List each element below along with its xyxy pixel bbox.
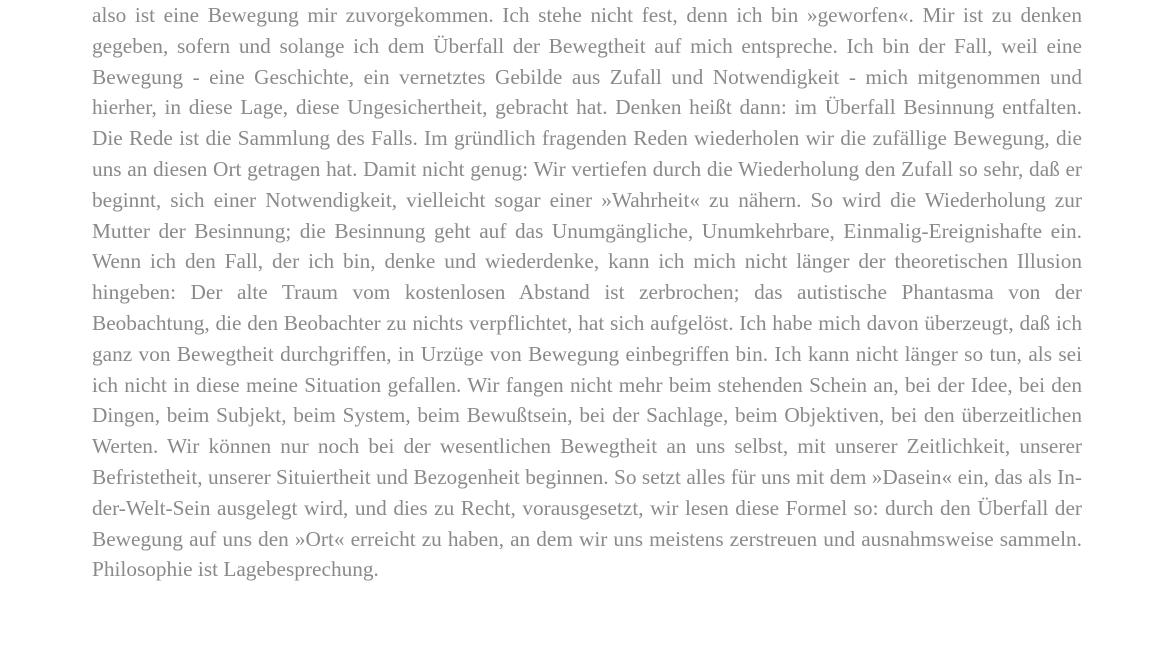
body-paragraph: also ist eine Bewegung mir zuvorgekommen. Ich stehe nicht fest, denn ich bin »geworfen«. Mir ist zu denken gegeben, sofern und solange ich dem Überfall der Bewegtheit auf mich entspreche. Ich bin der Fall, weil eine Bewegung - eine Geschichte, ein vernetztes Gebilde aus Zufall und Notwendigkeit - mich mitgenommen und hierher, in diese Lage, diese Ungesichertheit, gebracht hat. Denken heißt dann: im Überfall Besinnung entfalten. Die Rede ist die Sammlung des Falls. Im gründlich fragenden Reden wiederholen wir die zufällige Bewegung, die uns an diesen Ort getragen hat. Damit nicht genug: Wir vertiefen durch die Wiederholung den Zufall so sehr, daß er beginnt, sich einer Notwendigkeit, vielleicht sogar einer »Wahrheit« zu nähern. So wird die Wiederholung zur Mutter der Besinnung; die Besinnung geht auf das Unumgängliche, Unumkehrbare, Einmalig-Ereignishafte ein. Wenn ich den Fall, der ich bin, denke und wiederdenke, kann ich mich nicht länger der theoretischen Illusion hingeben: Der alte Traum vom kostenlosen Abstand ist zerbrochen; das autistische Phantasma von der Beobachtung, die den Beobachter zu nichts verpflichtet, hat sich aufgelöst. Ich habe mich davon überzeugt, daß ich ganz von Bewegtheit durchgriffen, in Urzüge von Bewegung einbegriffen bin. Ich kann nicht länger so tun, als sei ich nicht in diese meine Situation gefallen. Wir fangen nicht mehr beim stehenden Schein an, bei der Idee, bei den Dingen, beim Subjekt, beim System, beim Bewußtsein, bei der Sachlage, beim Objektiven, bei den überzeitlichen Werten. Wir können nur noch bei der wesentlichen Bewegtheit an uns selbst, mit unserer Zeitlichkeit, unserer Befristetheit, unserer Situiertheit und Bezogenheit beginnen. So setzt alles für uns mit dem »Dasein« ein, das als In-der-Welt-Sein ausgelegt wird, und dies zu Recht, vorausgesetzt, wir lesen diese Formel so: durch den Überfall der Bewegung auf uns den »Ort« erreicht zu haben, an dem wir uns meistens zerstreuen und ausnahmsweise sammeln. Philosophie ist Lagebesprechung. bbox=[92, 3, 1082, 582]
document-page bbox=[92, 0, 1082, 585]
